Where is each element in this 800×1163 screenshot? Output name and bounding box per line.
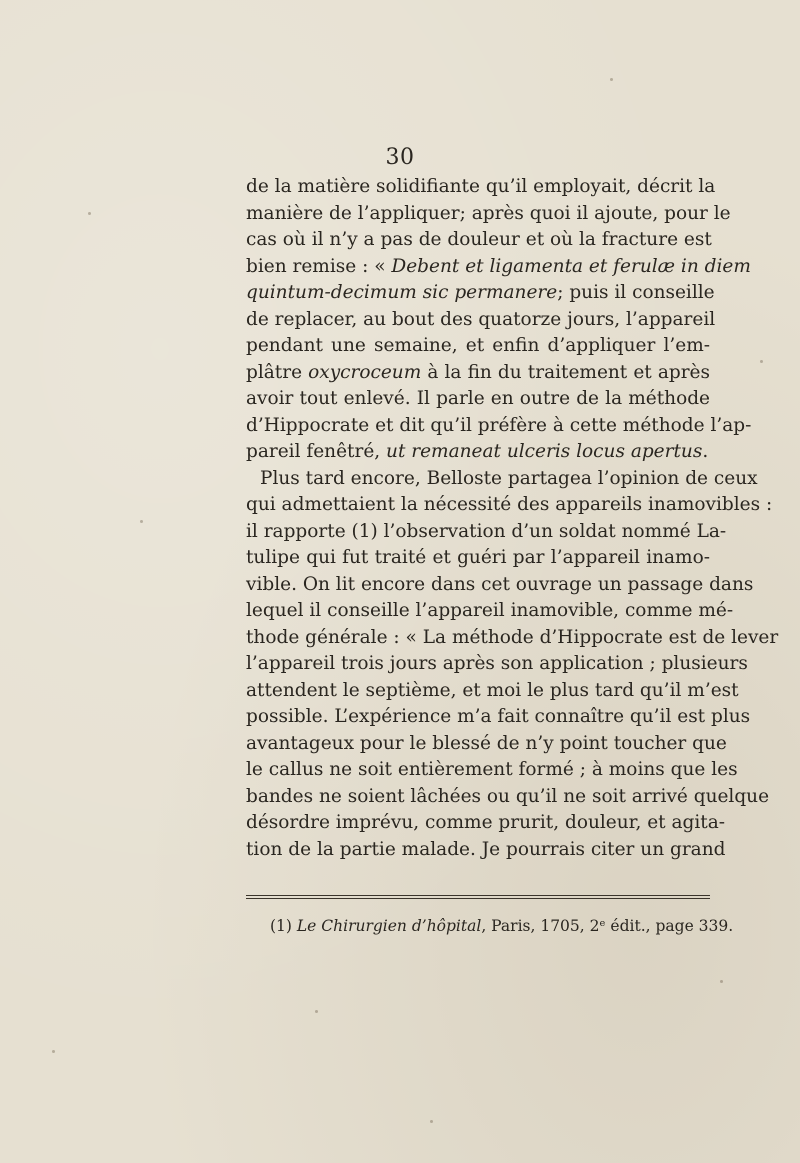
text-line [246,625,779,652]
text-segment: le callus ne soit entièrement formé ; à moins que les [246,759,738,780]
paper-speck [315,1010,318,1013]
text-segment: à la fin du traitement et après [421,361,710,383]
text-segment: il rapporte (1) l’observation d’un soldat nommé La- [246,520,727,542]
footnote [270,915,734,937]
text-segment: pareil fenêtré, [246,441,387,462]
text-line [246,545,710,572]
text-segment: tion de la partie malade. Je pourrais citer un grand [246,838,726,860]
text-line [246,413,752,440]
text-segment: cas où il n’y a pas de douleur et où la fracture est [246,229,712,250]
text-line [246,519,727,546]
text-line [246,280,715,307]
text-line [246,227,710,254]
paper-speck [140,520,143,523]
text-segment: thode générale : « La méthode d’Hippocrate est de lever [246,626,779,648]
text-segment: de la matière solidifiante qu’il employait, décrit la [246,176,716,197]
text-segment: bien remise : « [246,255,392,277]
text-segment: l’appareil trois jours après son application ; plusieurs [246,653,748,674]
italic-text: ut remaneat ulceris locus apertus [386,441,703,462]
paper-speck [430,1120,433,1123]
text-segment: manière de l’appliquer; après quoi il ajoute, pour le [246,202,731,224]
text-line [246,439,710,466]
text-segment: attendent le septième, et moi le plus tard qu’il m’est [246,679,739,701]
paper-speck [52,1050,55,1053]
footnote-title: Le Chirurgien d’hôpital [296,917,482,935]
text-segment: avoir tout enlevé. Il parle en outre de la méthode [246,388,710,409]
text-segment: lequel il conseille l’appareil inamovible, comme mé- [246,600,734,621]
page-number: 30 [385,145,415,170]
text-line [246,731,727,758]
text-segment: ; puis il conseille [557,282,715,303]
paper-speck [720,980,723,983]
text-line [246,757,738,784]
text-line [246,360,710,387]
italic-text: quintum-decimum sic permanere [246,282,558,303]
text-segment: avantageux pour le blessé de n’y point toucher que [246,732,727,754]
text-line [246,254,751,281]
footnote-text: (1) [270,917,297,935]
text-segment: plâtre [246,361,309,383]
body-text [246,174,779,863]
italic-text: oxycroceum [308,361,422,383]
paper-speck [760,360,763,363]
paper-speck [610,78,613,81]
text-line [246,201,731,228]
text-segment: vible. On lit encore dans cet ouvrage un passage dans [246,573,754,595]
text-line [246,492,773,519]
text-segment: désordre imprévu, comme prurit, douleur, et agita- [246,812,725,833]
text-segment: d’Hippocrate et dit qu’il préfère à cette méthode l’ap- [246,414,752,436]
text-segment: de replacer, au bout des quatorze jours, l’appareil [246,308,716,330]
text-line [246,174,716,201]
text-line [246,651,748,678]
text-line [246,466,758,493]
text-line [246,572,754,599]
text-segment: bandes ne soient lâchées ou qu’il ne soit arrivé quelque [246,785,770,807]
italic-text: Debent et ligamenta et ferulæ in diem [391,255,751,277]
text-line [246,307,716,334]
text-line [246,704,751,731]
text-line [246,598,734,625]
text-line [246,837,726,864]
text-segment: pendant une semaine, et enfin d’appliquer l’em- [246,335,710,356]
text-line [246,784,770,811]
text-line [246,678,739,705]
footnote-text: , Paris, 1705, 2ᵉ édit., page 339. [481,917,734,935]
text-segment: possible. L’expérience m’a fait connaître qu’il est plus [246,706,751,727]
text-line [246,386,710,413]
text-segment: Plus tard encore, Belloste partagea l’opinion de ceux [260,467,758,489]
text-segment: qui admettaient la nécessité des appareils inamovibles : [246,494,773,515]
text-line [246,333,710,360]
footnote-rule [246,895,710,899]
text-segment: . [702,441,709,462]
text-line [246,810,725,837]
paper-speck [88,212,91,215]
text-segment: tulipe qui fut traité et guéri par l’appareil inamo- [246,547,710,568]
